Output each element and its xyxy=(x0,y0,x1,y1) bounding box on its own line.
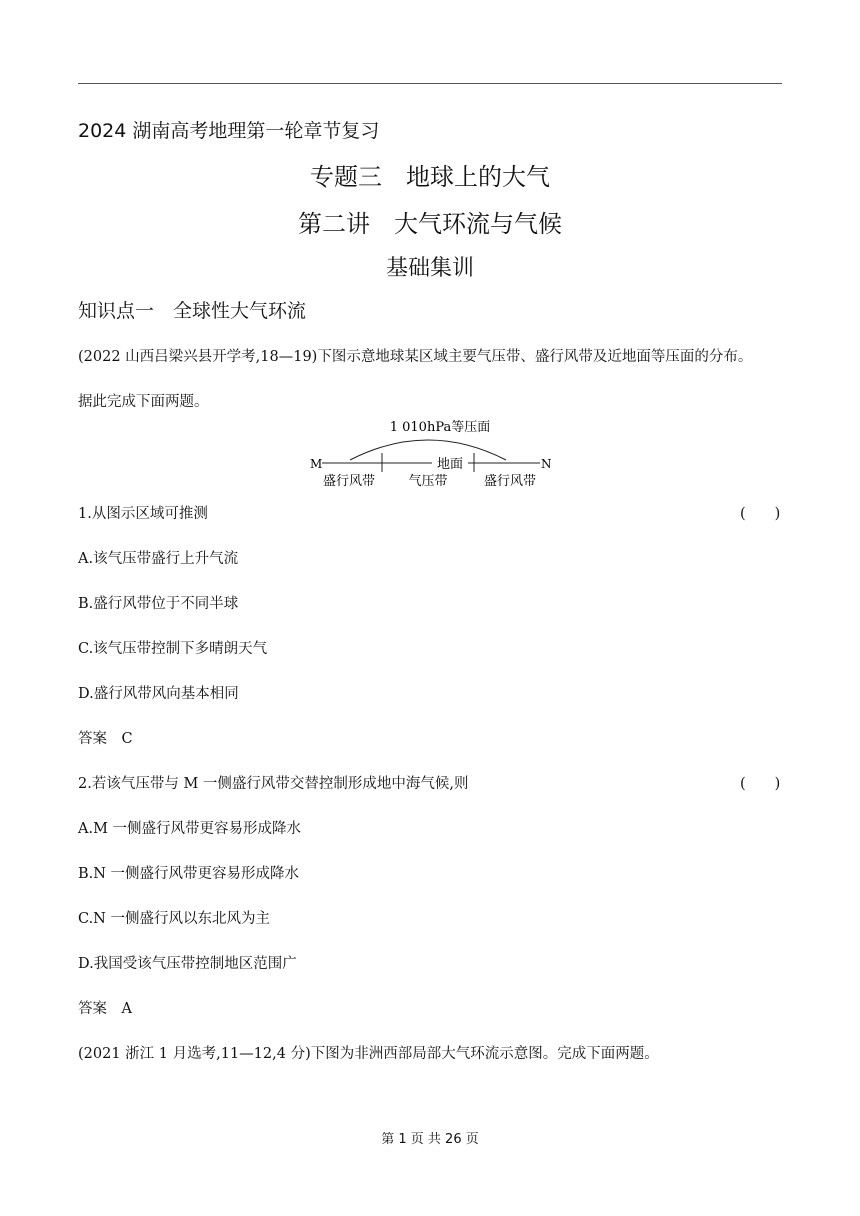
page-number-footer: 第 1 页 共 26 页 xyxy=(381,1132,479,1147)
topic-title: 专题三 地球上的大气 xyxy=(310,163,550,191)
pressure-belt-label: 气压带 xyxy=(408,474,448,489)
question-2-option-a: A.M 一侧盛行风带更容易形成降水 xyxy=(78,821,302,837)
intro-paragraph-line2: 据此完成下面两题。 xyxy=(78,394,209,410)
question-1-option-d: D.盛行风带风向基本相同 xyxy=(78,686,239,702)
question-2-answer: 答案 A xyxy=(78,1001,132,1017)
question-2-option-c: C.N 一侧盛行风以东北风为主 xyxy=(78,911,270,927)
left-wind-belt-label: 盛行风带 xyxy=(322,474,376,489)
isobar-label: 1 010hPa等压面 xyxy=(389,420,491,435)
intro-paragraph-2: (2021 浙江 1 月选考,11—12,4 分)下图为非洲西部局部大气环流示意图。完成下面两题。 xyxy=(78,1046,659,1062)
pressure-belt-diagram xyxy=(300,414,560,490)
question-1-answer-bracket: ( ) xyxy=(740,506,781,522)
ground-label: 地面 xyxy=(436,457,464,472)
question-1-option-c: C.该气压带控制下多晴朗天气 xyxy=(78,641,268,657)
knowledge-point-heading: 知识点一 全球性大气环流 xyxy=(78,300,307,322)
section-type-title: 基础集训 xyxy=(385,256,474,281)
lecture-title: 第二讲 大气环流与气候 xyxy=(298,210,562,238)
question-1-stem: 1.从图示区域可推测 xyxy=(78,506,208,522)
question-1-option-b: B.盛行风带位于不同半球 xyxy=(78,596,239,612)
intro-paragraph-line1: (2022 山西吕梁兴县开学考,18—19)下图示意地球某区域主要气压带、盛行风带及近地面等压面的分布。 xyxy=(78,349,753,365)
right-wind-belt-label: 盛行风带 xyxy=(483,474,537,489)
question-1-option-a: A.该气压带盛行上升气流 xyxy=(78,551,239,567)
question-2-stem: 2.若该气压带与 M 一侧盛行风带交替控制形成地中海气候,则 xyxy=(78,776,469,792)
question-1-answer: 答案 C xyxy=(78,731,133,747)
point-m-label: M xyxy=(310,457,323,471)
isobar-curve xyxy=(350,440,506,460)
point-n-label: N xyxy=(541,457,552,471)
document-header: 2024 湖南高考地理第一轮章节复习 xyxy=(78,120,380,142)
question-2-option-b: B.N 一侧盛行风带更容易形成降水 xyxy=(78,866,300,882)
question-2-option-d: D.我国受该气压带控制地区范围广 xyxy=(78,956,297,972)
question-2-answer-bracket: ( ) xyxy=(740,776,781,792)
header-rule xyxy=(78,83,782,84)
